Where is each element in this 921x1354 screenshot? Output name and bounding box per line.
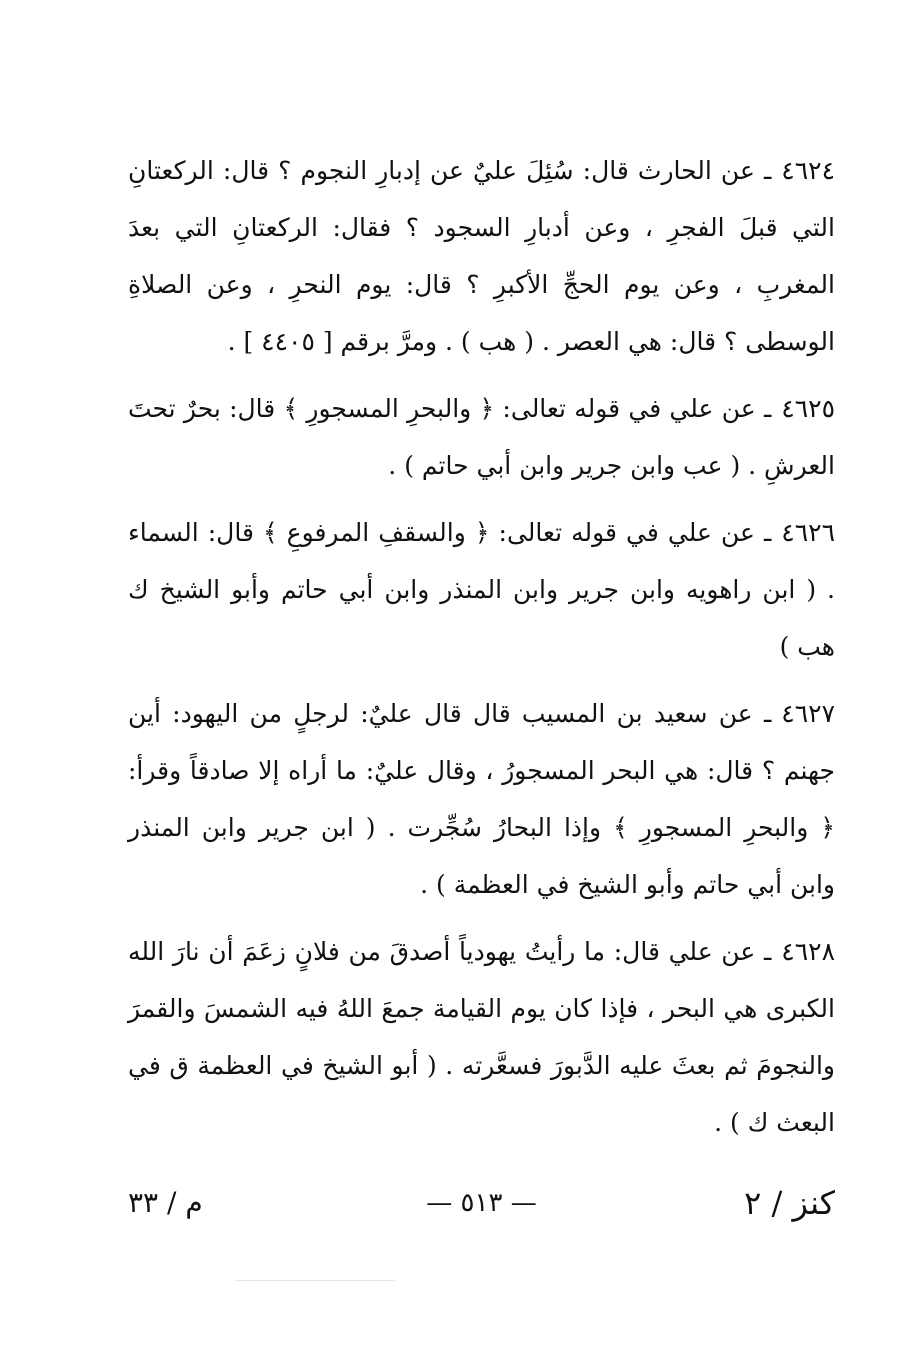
signature-mark: م / ٣٣ — [128, 1186, 203, 1219]
page-number: — ٥١٣ — — [426, 1188, 537, 1218]
entry-number: ٤٦٢٤ — [781, 156, 835, 185]
page-footer — [128, 1178, 835, 1228]
entry-text: ـ عن سعيد بن المسيب قال قال عليٌ: لرجلٍ من اليهود: أين جهنم ؟ قال: هي البحر المسجورُ ، وقال عليٌ: ما أراه إلا صادقاً وقرأ: ﴿ والبحرِ المسجورِ ﴾ وإذا البحارُ سُجِّرت . ( ابن جرير وابن المنذر وابن أبي حاتم وأبو الشيخ في العظمة ) . — [128, 699, 835, 899]
entry-text: ـ عن علي قال: ما رأيتُ يهودياً أصدقَ من فلانٍ زعَمَ أن نارَ الله الكبرى هي البحر ، فإذا كان يوم القيامة جمعَ اللهُ فيه الشمسَ والقمرَ والنجومَ ثم بعثَ عليه الدَّبورَ فسعَّرته . ( أبو الشيخ في العظمة ق في البعث ك ) . — [128, 937, 835, 1137]
entry-text: ـ عن علي في قوله تعالى: ﴿ والسقفِ المرفوعِ ﴾ قال: السماء . ( ابن راهويه وابن جرير وابن المنذر وابن أبي حاتم وأبو الشيخ ك هب ) — [128, 518, 835, 661]
page-body — [128, 142, 835, 1161]
entry-number: ٤٦٢٥ — [781, 394, 835, 423]
hadith-entry-4624 — [128, 142, 835, 370]
hadith-entry-4628 — [128, 923, 835, 1151]
entry-number: ٤٦٢٦ — [781, 518, 835, 547]
entry-number: ٤٦٢٨ — [781, 937, 835, 966]
volume-mark: كنز / ٢ — [744, 1184, 835, 1222]
entry-text: ـ عن علي في قوله تعالى: ﴿ والبحرِ المسجورِ ﴾ قال: بحرٌ تحتَ العرشِ . ( عب وابن جرير وابن أبي حاتم ) . — [128, 394, 835, 480]
scan-artifact-line — [235, 1280, 395, 1281]
entry-text: ـ عن الحارث قال: سُئِلَ عليٌ عن إدبارِ النجوم ؟ قال: الركعتانِ التي قبلَ الفجرِ ، وعن أدبارِ السجود ؟ فقال: الركعتانِ التي بعدَ المغربِ ، وعن يوم الحجِّ الأكبرِ ؟ قال: يوم النحرِ ، وعن الصلاةِ الوسطى ؟ قال: هي العصر . ( هب ) . ومرَّ برقم [ ٤٤٠٥ ] . — [128, 156, 835, 356]
hadith-entry-4627 — [128, 685, 835, 913]
hadith-entry-4626 — [128, 504, 835, 675]
hadith-entry-4625 — [128, 380, 835, 494]
entry-number: ٤٦٢٧ — [781, 699, 835, 728]
